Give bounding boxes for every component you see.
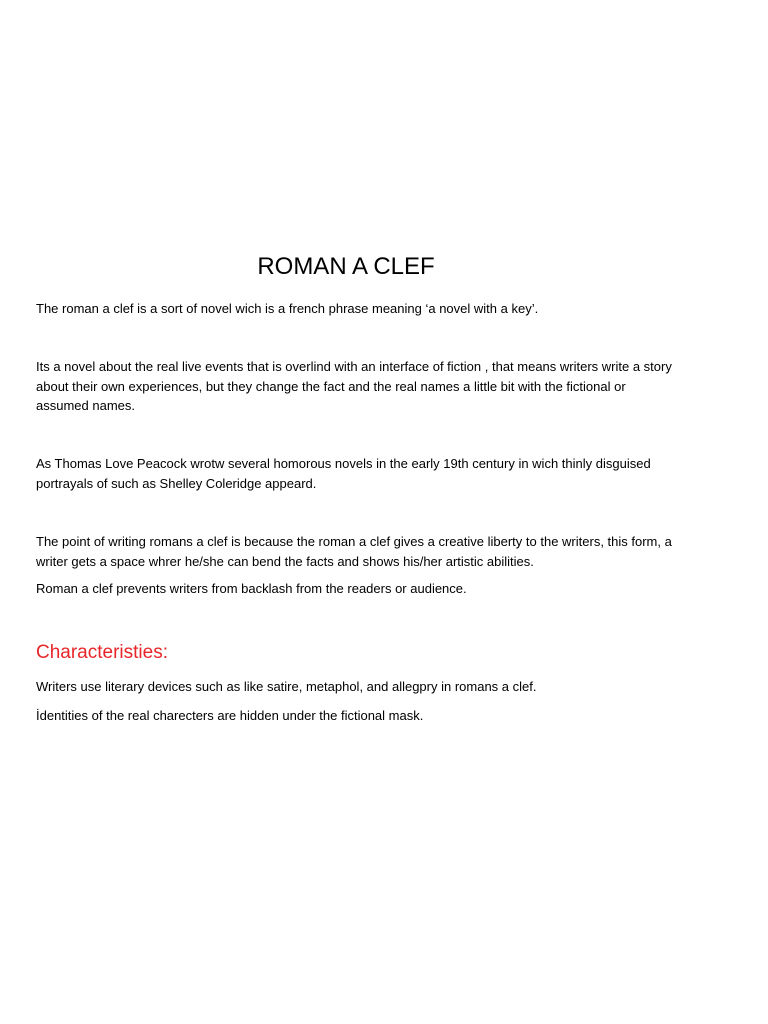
characteristic-item: Writers use literary devices such as like satire, metaphol, and allegpry in romans a clef.	[36, 679, 537, 694]
characteristic-item: İdentities of the real charecters are hidden under the fictional mask.	[36, 708, 424, 723]
paragraph-purpose: The point of writing romans a clef is because the roman a clef gives a creative liberty to the writers, this form, a writer gets a space whrer he/she can bend the facts and shows his/her artistic abilities.	[36, 534, 672, 569]
paragraph-example: As Thomas Love Peacock wrotw several homorous novels in the early 19th century in wich thinly disguised portrayals of such as Shelley Coleridge appeard.	[36, 456, 651, 491]
paragraph-definition: The roman a clef is a sort of novel wich is a french phrase meaning ‘a novel with a key’.	[36, 301, 539, 316]
paragraph-description: Its a novel about the real live events that is overlind with an interface of fiction , that means writers write a story about their own experiences, but they change the fact and the real names a little bit with the fictional or assumed names.	[36, 359, 672, 413]
section-heading: Characteristies:	[36, 642, 168, 663]
paragraph-backlash: Roman a clef prevents writers from backlash from the readers or audience.	[36, 581, 467, 596]
document-title: ROMAN A CLEF	[257, 253, 435, 280]
